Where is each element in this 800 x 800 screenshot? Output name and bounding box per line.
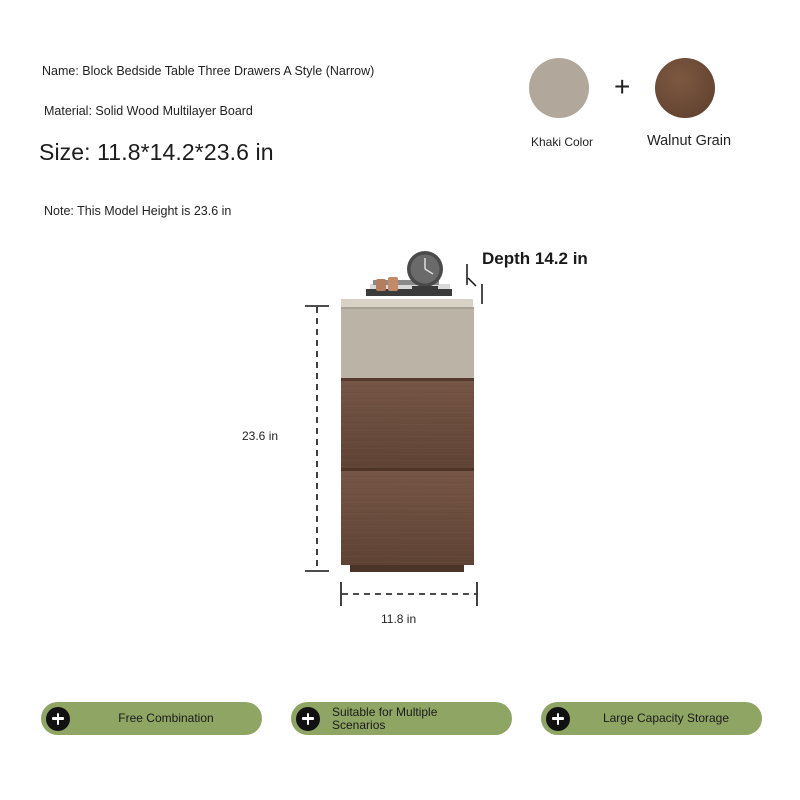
plus-circle-icon: [546, 707, 570, 731]
khaki-top-rim: [341, 299, 473, 308]
product-material: Material: Solid Wood Multilayer Board: [44, 104, 253, 118]
walnut-label: Walnut Grain: [646, 133, 732, 149]
depth-label: Depth 14.2 in: [482, 249, 588, 268]
depth-dimension-line: [467, 264, 482, 304]
height-label: 23.6 in: [242, 429, 279, 443]
width-label: 11.8 in: [381, 612, 417, 626]
plus-circle-icon: [46, 707, 70, 731]
plus-icon: +: [614, 71, 631, 102]
width-dimension-line: [341, 582, 477, 606]
plus-circle-icon: [296, 707, 320, 731]
feature-pill-large-capacity[interactable]: [541, 702, 762, 735]
plinth: [350, 565, 464, 572]
height-note: Note: This Model Height is 23.6 in: [44, 204, 232, 218]
khaki-drawer: [341, 307, 474, 378]
product-size: Size: 11.8*14.2*23.6 in: [39, 139, 274, 165]
feature-label: Free Combination: [118, 711, 214, 725]
feature-pill-free-combination[interactable]: [41, 702, 262, 735]
feature-pill-multiple-scenarios[interactable]: [291, 702, 512, 735]
feature-label: Suitable for Multiple Scenarios: [332, 704, 438, 732]
product-name: Name: Block Bedside Table Three Drawers A Style (Narrow): [42, 64, 375, 78]
height-dimension-line: [305, 306, 329, 571]
feature-label: Large Capacity Storage: [602, 711, 730, 725]
khaki-label: Khaki Color: [530, 135, 594, 149]
